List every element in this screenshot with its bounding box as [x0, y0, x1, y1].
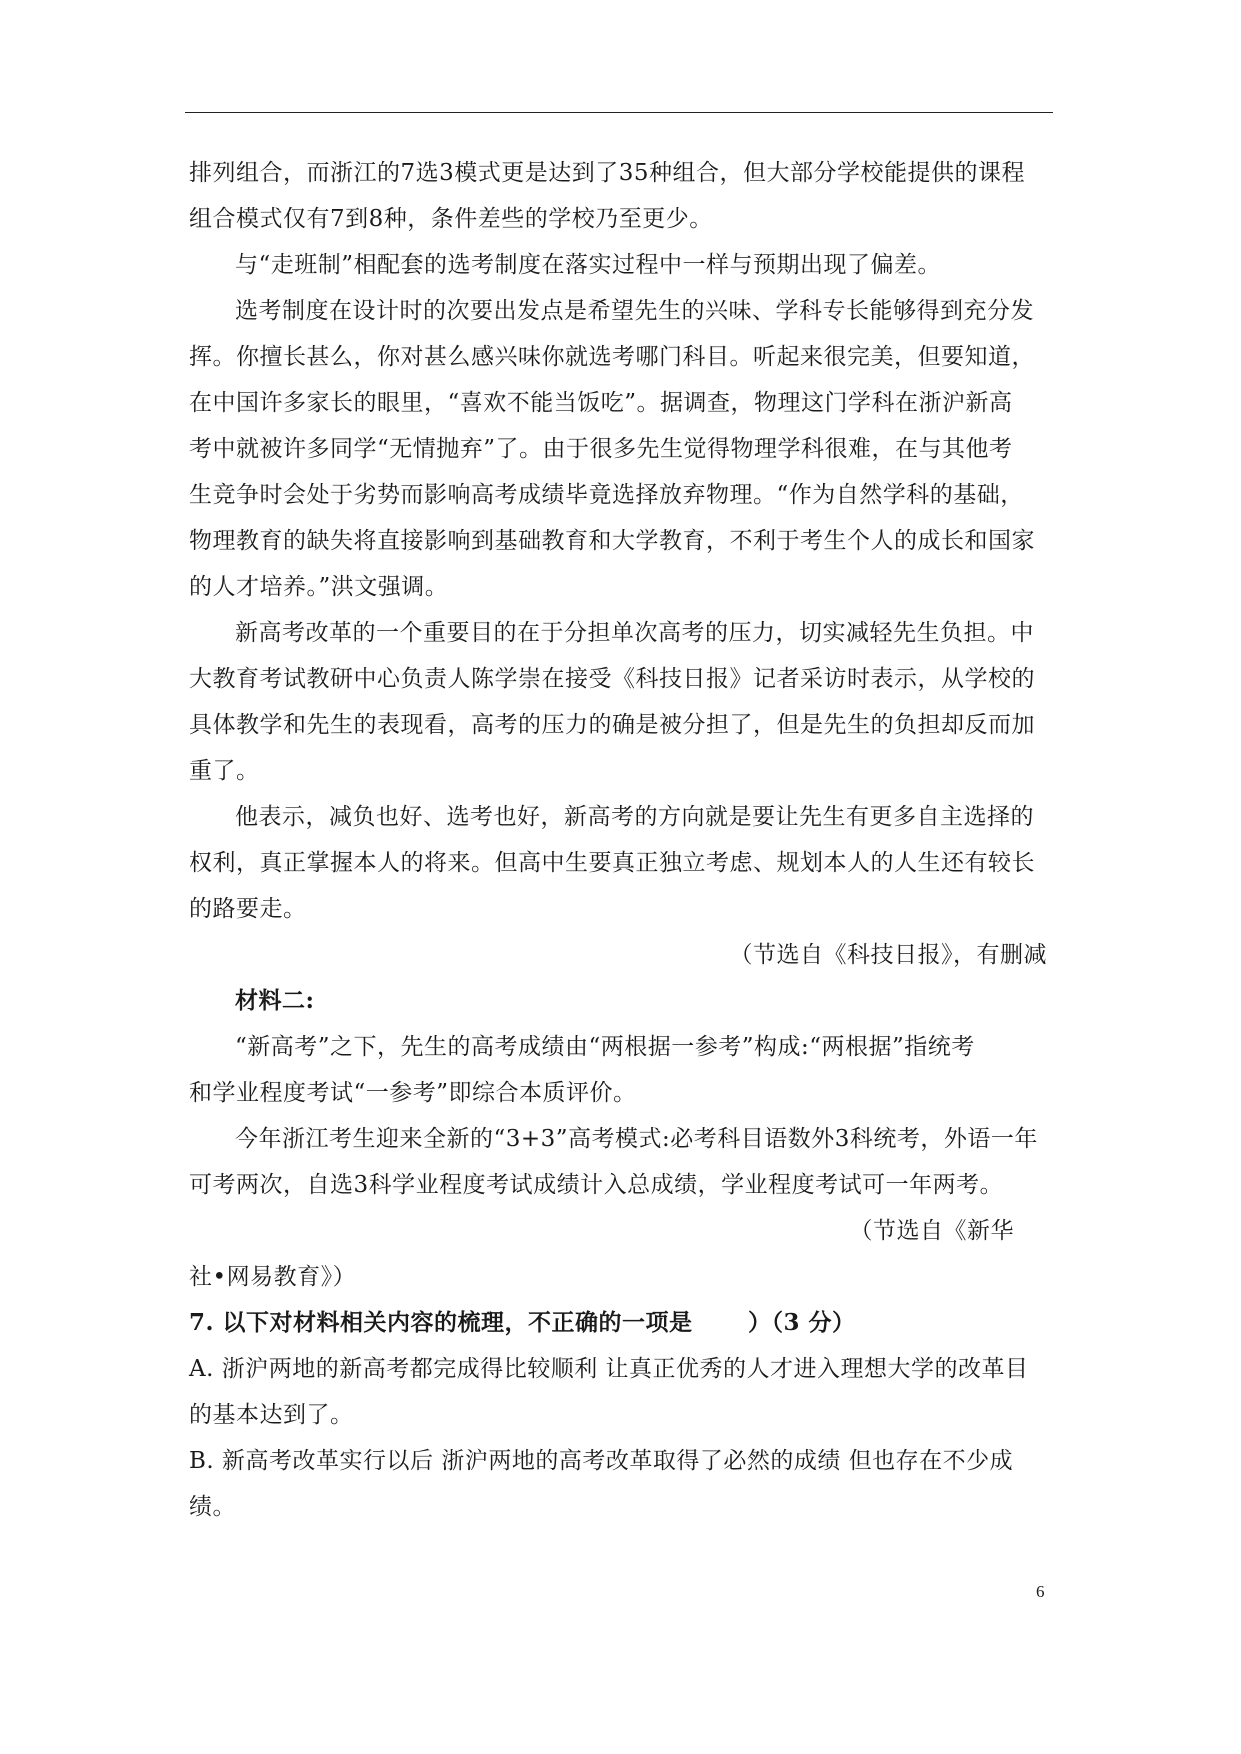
body-line: 可考两次，自选3科学业程度考试成绩计入总成绩，学业程度考试可一年两考。: [189, 1172, 1004, 1198]
body-line: 物理教育的缺失将直接影响到基础教育和大学教育，不利于考生个人的成长和国家: [189, 528, 1035, 554]
body-line: 和学业程度考试“一参考”即综合本质评价。: [189, 1080, 637, 1106]
source-citation: （节选自《科技日报》，有删减: [729, 942, 1047, 968]
body-line: 排列组合，而浙江的7选3模式更是达到了35种组合，但大部分学校能提供的课程: [189, 160, 1026, 186]
body-line: 与“走班制”相配套的选考制度在落实过程中一样与预期出现了偏差。: [235, 252, 942, 278]
body-line: 具体教学和先生的表现看，高考的压力的确是被分担了，但是先生的负担却反而加: [189, 712, 1035, 738]
body-line: 生竞争时会处于劣势而影响高考成绩毕竟选择放弃物理。“作为自然学科的基础，: [189, 482, 1024, 508]
body-line: 他表示，减负也好、选考也好，新高考的方向就是要让先生有更多自主选择的: [235, 804, 1034, 830]
option-a: A. 浙沪两地的新高考都完成得比较顺利 让真正优秀的人才进入理想大学的改革目: [189, 1356, 1029, 1382]
body-line: 在中国许多家长的眼里，“喜欢不能当饭吃”。据调查，物理这门学科在浙沪新高: [189, 390, 1013, 416]
body-line: 考中就被许多同学“无情抛弃”了。由于很多先生觉得物理学科很难，在与其他考: [189, 436, 1013, 462]
body-line: 今年浙江考生迎来全新的“3+3”高考模式:必考科目语数外3科统考，外语一年: [235, 1126, 1038, 1152]
body-line: 挥。你擅长甚么，你对甚么感兴味你就选考哪门科目。听起来很完美，但要知道，: [189, 344, 1035, 370]
source-citation: （节选自《新华: [849, 1218, 1014, 1244]
source-citation: 社•网易教育》）: [189, 1264, 357, 1290]
body-line: 权利，真正掌握本人的将来。但高中生要真正独立考虑、规划本人的人生还有较长: [189, 850, 1035, 876]
page-number: 6: [1036, 1582, 1045, 1601]
body-line: 新高考改革的一个重要目的在于分担单次高考的压力，切实减轻先生负担。中: [235, 620, 1034, 646]
body-line: 组合模式仅有7到8种，条件差些的学校乃至更少。: [189, 206, 713, 232]
question-stem: 7. 以下对材料相关内容的梳理，不正确的一项是 ）（3 分）: [189, 1309, 856, 1336]
body-line: 大教育考试教研中心负责人陈学崇在接受《科技日报》记者采访时表示，从学校的: [189, 666, 1035, 692]
body-line: 的人才培养。”洪文强调。: [189, 574, 449, 600]
option-a: 的基本达到了。: [189, 1402, 354, 1428]
option-b: 绩。: [189, 1494, 236, 1520]
body-line: “新高考”之下，先生的高考成绩由“两根据一参考”构成:“两根据”指统考: [235, 1034, 975, 1060]
body-line: 选考制度在设计时的次要出发点是希望先生的兴味、学科专长能够得到充分发: [235, 298, 1034, 324]
body-line: 重了。: [189, 758, 260, 784]
header-rule: [185, 112, 1053, 113]
document-body: [189, 150, 1089, 1530]
option-b: B. 新高考改革实行以后 浙沪两地的高考改革取得了必然的成绩 但也存在不少成: [189, 1448, 1014, 1474]
section-heading: 材料二:: [235, 987, 315, 1014]
body-line: 的路要走。: [189, 896, 307, 922]
